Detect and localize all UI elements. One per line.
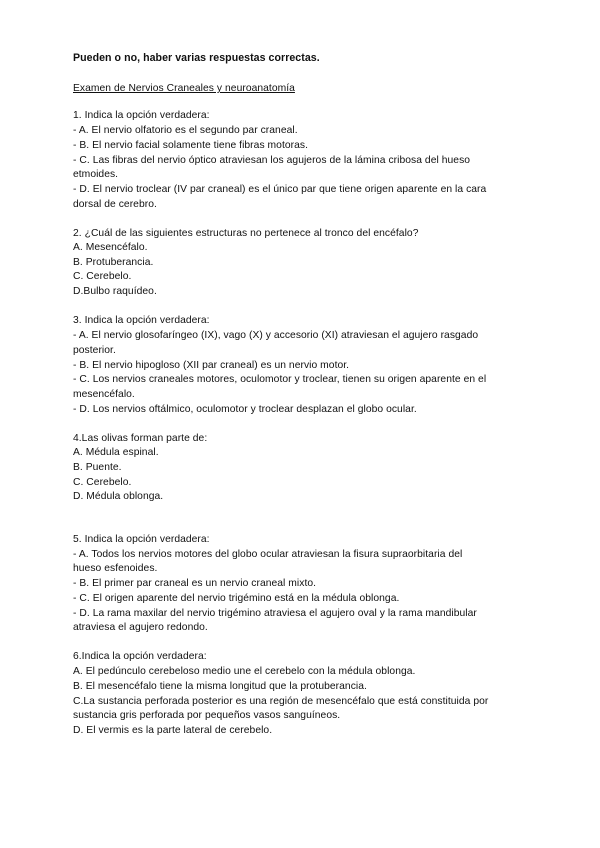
question-line: hueso esfenoides.: [73, 563, 158, 574]
question-line: - D. La rama maxilar del nervio trigémino atraviesa el agujero oval y la rama mandibular: [73, 608, 477, 619]
question-line: - A. El nervio olfatorio es el segundo par craneal.: [73, 125, 298, 136]
question-line: D. Médula oblonga.: [73, 491, 164, 502]
question-line: A. El pedúnculo cerebeloso medio une el cerebelo con la médula oblonga.: [73, 666, 416, 677]
question-line: - B. El nervio hipogloso (XII par craneal) es un nervio motor.: [73, 360, 350, 371]
question-line: sustancia gris perforada por pequeños vasos sanguíneos.: [73, 710, 341, 721]
question-line: B. Puente.: [73, 462, 122, 473]
question-prompt: 4.Las olivas forman parte de:: [73, 433, 208, 444]
question-line: mesencéfalo.: [73, 389, 135, 400]
question-line: - D. El nervio troclear (IV par craneal) es el único par que tiene origen aparente en la cara: [73, 184, 487, 195]
question-line: C. Cerebelo.: [73, 271, 132, 282]
question-prompt: 5. Indica la opción verdadera:: [73, 534, 210, 545]
question-line: D. El vermis es la parte lateral de cerebelo.: [73, 725, 273, 736]
question-line: - A. El nervio glosofaríngeo (IX), vago (X) y accesorio (XI) atraviesan el agujero rasgado: [73, 330, 479, 341]
question-line: atraviesa el agujero redondo.: [73, 622, 208, 633]
question-line: - B. El nervio facial solamente tiene fibras motoras.: [73, 140, 309, 151]
exam-title: Examen de Nervios Craneales y neuroanatomía: [73, 83, 295, 94]
question-line: - B. El primer par craneal es un nervio craneal mixto.: [73, 578, 317, 589]
question-line: - C. Las fibras del nervio óptico atraviesan los agujeros de la lámina cribosa del hueso: [73, 155, 471, 166]
question-line: B. Protuberancia.: [73, 257, 154, 268]
question-line: - A. Todos los nervios motores del globo ocular atraviesan la fisura supraorbitaria del: [73, 549, 463, 560]
question-prompt: 2. ¿Cuál de las siguientes estructuras no pertenece al tronco del encéfalo?: [73, 228, 419, 239]
question-prompt: 6.Indica la opción verdadera:: [73, 651, 207, 662]
question-line: C. Cerebelo.: [73, 477, 132, 488]
instruction-note: Pueden o no, haber varias respuestas correctas.: [73, 52, 320, 64]
question-line: A. Mesencéfalo.: [73, 242, 148, 253]
question-line: A. Médula espinal.: [73, 447, 159, 458]
question-line: etmoides.: [73, 169, 119, 180]
question-line: dorsal de cerebro.: [73, 199, 157, 210]
question-line: - D. Los nervios oftálmico, oculomotor y troclear desplazan el globo ocular.: [73, 404, 417, 415]
question-line: posterior.: [73, 345, 116, 356]
question-line: D.Bulbo raquídeo.: [73, 286, 157, 297]
question-line: C.La sustancia perforada posterior es una región de mesencéfalo que está constituida por: [73, 696, 489, 707]
question-prompt: 1. Indica la opción verdadera:: [73, 110, 210, 121]
question-line: - C. El origen aparente del nervio trigémino está en la médula oblonga.: [73, 593, 400, 604]
question-prompt: 3. Indica la opción verdadera:: [73, 315, 210, 326]
question-line: - C. Los nervios craneales motores, oculomotor y troclear, tienen su origen aparente en el: [73, 374, 487, 385]
question-line: B. El mesencéfalo tiene la misma longitud que la protuberancia.: [73, 681, 367, 692]
